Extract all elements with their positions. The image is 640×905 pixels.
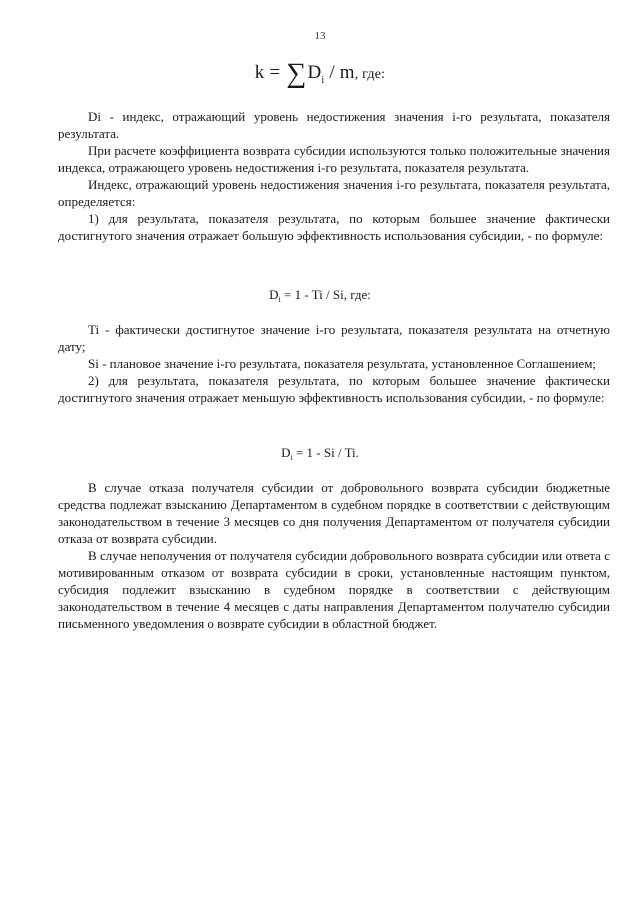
index-formula-2 [0,445,640,462]
formula-lhs: k = [254,62,286,83]
formula-var-subscript: i [278,295,281,304]
formula-rhs: / m [324,62,355,83]
formula-var: D [269,287,279,302]
summation-sign: ∑ [286,58,307,89]
paragraph: В случае отказа получателя субсидии от добровольного возврата субсидии бюджетные средства подлежат взысканию Департаментом в судебном порядке в соответствии с действующим законодательством в течение 3 месяцев со дня получения Департаментом от получателя субсидии отказа от возврата субсидии. [58,480,610,546]
formula-var-subscript: i [321,75,325,86]
formula-var: D [281,445,291,460]
text-block-variables [58,321,610,406]
formula-var: D [307,62,322,83]
formula-var-subscript: i [290,453,293,462]
paragraph: 1) для результата, показателя результата, по которым большее значение фактически достигнутого значения отражает большую эффективность использования субсидии, - по формуле: [58,211,610,243]
paragraph: В случае неполучения от получателя субсидии добровольного возврата субсидии или ответа с мотивированным отказом от возврата субсидии в сроки, установленные настоящим пунктом, субсидия подлежит взысканию в судебном порядке в соответствии с действующим законодательством в течение 4 месяцев с даты направления Департаментом получателю субсидии письменного уведомления о возврате субсидии в областной бюджет. [58,548,610,631]
formula-rest: = 1 - Si / Ti. [292,445,359,460]
paragraph: Индекс, отражающий уровень недостижения значения i-го результата, показателя результата, определяется: [58,177,610,209]
text-block-refund [58,479,610,632]
coefficient-formula [0,58,640,90]
paragraph: При расчете коэффициента возврата субсидии используются только положительные значения индекса, отражающего уровень недостижения i-го результата, показателя результата. [58,143,610,175]
paragraph: 2) для результата, показателя результата, по которым большее значение фактически достигнутого значения отражает меньшую эффективность использования субсидии, - по формуле: [58,373,610,405]
page-number: 13 [314,30,326,42]
paragraph: Di - индекс, отражающий уровень недостижения значения i-го результата, показателя результата. [58,109,610,141]
index-formula-1 [0,287,640,304]
text-block-definitions [58,108,610,244]
formula-rest: = 1 - Ti / Si, где: [280,287,371,302]
paragraph: Si - плановое значение i-го результата, показателя результата, установленное Соглашением; [88,356,597,371]
formula-tail: , где: [354,67,386,82]
paragraph: Ti - фактически достигнутое значение i-го результата, показателя результата на отчетную дату; [58,322,610,354]
